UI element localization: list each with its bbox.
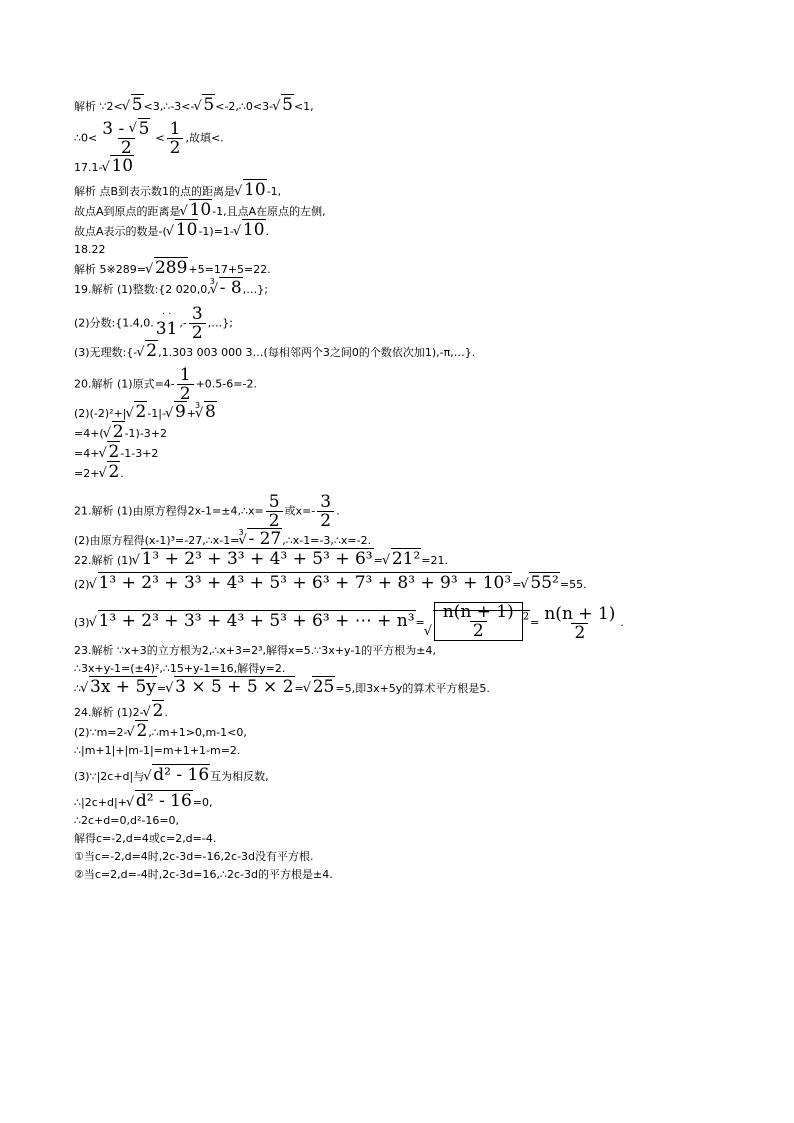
q22-line-1: 22.解析 (1)√ 1³ + 2³ + 3³ + 4³ + 5³ + 6³=√ 21²=21. [74, 550, 734, 570]
q18-answer: 18.22 [74, 243, 106, 256]
q21-line-2: (2)由原方程得(x-1)³=-27,∴x-1= √ 3 - 27,∴x-1=-3,∴x=-2. [74, 530, 734, 550]
q21-line-1: 21.解析 (1)由原方程得2x-1=±4,∴x= $\frac{5}{2}$ 或x=- $\frac{3}{2}$ . [74, 492, 340, 531]
q24-line-9: ②当c=2,d=-4时,2c-3d=16,∴2c-3d的平方根是±4. [74, 867, 333, 881]
q20-line-5: =2+√ 2. [74, 463, 734, 483]
q16-line-2: ∴0< $\frac{3 - √ 5}{2}$ < $\frac{1}{2}$ ,故填<. [74, 120, 734, 157]
q24-line-8: ①当c=-2,d=4时,2c-3d=-16,2c-3d没有平方根. [74, 849, 314, 863]
fraction: $\frac{n(n + 1)}{2}$ [544, 603, 616, 643]
q20-line-4: =4+√ 2-1-3+2 [74, 443, 734, 463]
q24-line-2: (2)∵m=2-√ 2,∴m+1>0,m-1<0, [74, 722, 734, 742]
fraction: $\frac{1}{2}$ [167, 120, 184, 157]
q20-line-2: (2)(-2)²+|√ 2-1|-√ 9+ √ 3 8 [74, 403, 734, 423]
q17-line-2: 故点A到原点的距离是√ 10-1,且点A在原点的左侧, [74, 201, 734, 221]
q24-line-5: ∴|2c+d|+√ d² - 16=0, [74, 792, 734, 812]
q17-answer: 17.1-√ 10 [74, 157, 734, 177]
fraction: $\frac{3}{2}$ [317, 493, 334, 530]
fraction: $\frac{1}{2}$ [177, 366, 194, 403]
q22-line-3: (3)√ 1³ + 2³ + 3³ + 4³ + 5³ + 6³ + ⋯ + n³= √ $\frac{n(n + 1)}{2}$ $^2$= $\frac{n(n + 1)}{2}$ . [74, 602, 734, 642]
fraction: $\frac{3}{2}$ [189, 305, 206, 342]
q24-line-3: ∴|m+1|+|m-1|=m+1+1-m=2. [74, 743, 241, 757]
q17-line-3: 故点A表示的数是-(√ 10-1)=1-√ 10. [74, 221, 734, 241]
q20-line-3: =4+(√ 2-1)-3+2 [74, 423, 734, 443]
fraction: $\frac{3 - √ 5}{2}$ [99, 120, 153, 157]
q24-line-6: ∴2c+d=0,d²-16=0, [74, 813, 180, 827]
q23-line-1: 23.解析 ∵x+3的立方根为2,∴x+3=2³,解得x=5.∵3x+y-1的平方根为±4, [74, 643, 436, 657]
q19-line-1: 19.解析 (1)整数:{2 020,0, √ 3 - 8,…}; [74, 279, 734, 299]
q16-line-1: 解析 ∵2<√ 5<3,∴-3<-√ 5<-2,∴0<3-√ 5<1, [74, 96, 734, 116]
q19-line-3: (3)无理数:{-√ 2,1.303 003 000 3…(每相邻两个3之间0的个数依次加1),-π,…}. [74, 342, 734, 362]
q17-line-1: 解析 点B到表示数1的点的距离是√ 10-1, [74, 181, 734, 201]
q24-line-1: 24.解析 (1)2-√ 2. [74, 702, 734, 722]
q24-line-4: (3)∵|2c+d|与√ d² - 16互为相反数, [74, 766, 734, 786]
q23-line-2: ∴3x+y-1=(±4)²,∴15+y-1=16,解得y=2. [74, 661, 286, 675]
q18-line-1: 解析 5※289=√ 289+5=17+5=22. [74, 259, 734, 279]
q23-line-3: ∴√ 3x + 5y=√ 3 × 5 + 5 × 2=√ 25=5,即3x+5y的算术平方根是5. [74, 678, 734, 698]
q20-line-1: 20.解析 (1)原式=4- $\frac{1}{2}$ +0.5-6=-2. [74, 365, 257, 404]
q19-line-2: (2)分数:{1.4,0. · · 31 ,- $\frac{3}{2}$ ,…}; [74, 304, 233, 343]
answer-page [74, 90, 734, 884]
q22-line-2: (2)√ 1³ + 2³ + 3³ + 4³ + 5³ + 6³ + 7³ + 8³ + 9³ + 10³=√ 55²=55. [74, 574, 734, 594]
fraction: √ $\frac{n(n + 1)}{2}$ [442, 602, 514, 641]
fraction: $\frac{5}{2}$ [266, 493, 283, 530]
q24-line-7: 解得c=-2,d=4或c=2,d=-4. [74, 831, 217, 845]
